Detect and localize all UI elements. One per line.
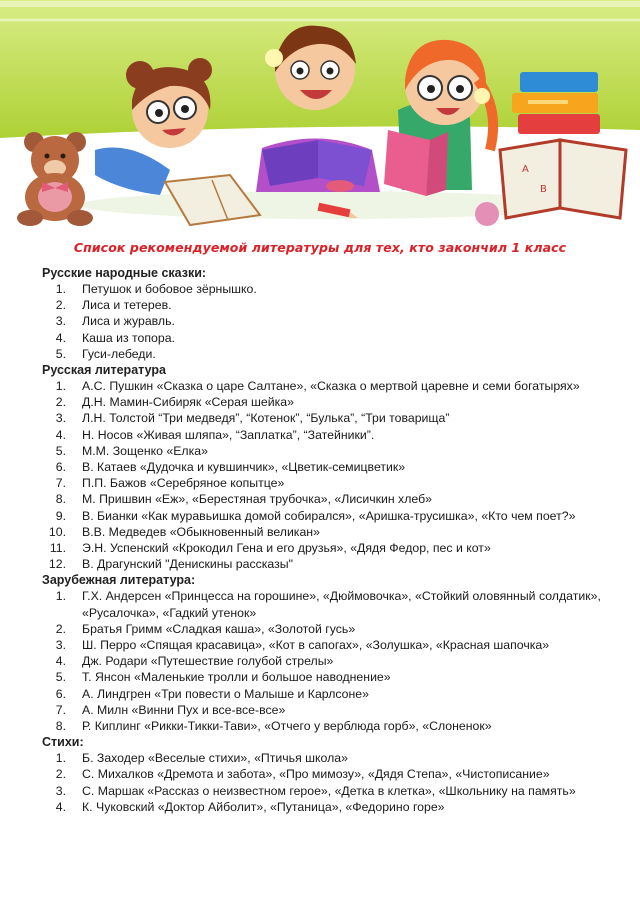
list-item-text: Лиса и тетерев.: [82, 298, 172, 313]
list-item: [42, 491, 602, 507]
list-item-text: В. Бианки «Как муравьишка домой собирался», «Аришка-трусишка», «Кто чем поет?»: [82, 508, 576, 523]
list-item-number: 1.: [55, 282, 66, 296]
list-item: [42, 540, 602, 556]
header-illustration: [0, 0, 640, 238]
list-item: [42, 524, 602, 540]
list-item: [42, 410, 602, 426]
list-item: [42, 313, 602, 329]
list-item-text: С. Михалков «Дремота и забота», «Про мимозу», «Дядя Степа», «Чистописание»: [82, 767, 550, 782]
list-item-number: 4.: [55, 654, 66, 669]
list-item: [42, 669, 602, 685]
list-item: [42, 588, 602, 620]
list-item: [42, 443, 602, 459]
list-item-text: С. Маршак «Рассказ о неизвестном герое», «Детка в клетка», «Школьнику на память»: [82, 783, 576, 798]
open-book-icon: [500, 140, 626, 218]
list-item-number: 4.: [55, 799, 66, 814]
list-item-number: 7.: [55, 702, 66, 717]
list-item-number: 2.: [55, 298, 66, 313]
list-item-number: 1.: [55, 379, 66, 394]
list-item-number: 1.: [55, 751, 66, 766]
list-item: [42, 475, 602, 491]
ball-icon: [475, 202, 499, 226]
list-item: [42, 281, 602, 297]
list-item-text: А. Милн «Винни Пух и все-все-все»: [82, 702, 286, 717]
list-item-text: Дж. Родари «Путешествие голубой стрелы»: [82, 654, 334, 669]
list-item-number: 3.: [55, 314, 66, 329]
list-item-number: 2.: [55, 767, 66, 782]
list-item: [42, 508, 602, 524]
list-item-text: Э.Н. Успенский «Крокодил Гена и его друзья», «Дядя Федор, пес и кот»: [82, 541, 491, 556]
list-item: [42, 297, 602, 313]
list-item-number: 5.: [55, 670, 66, 685]
list-item-number: 5.: [55, 443, 66, 458]
list-item: [42, 621, 602, 637]
list-item: [42, 378, 602, 394]
list-item: [42, 459, 602, 475]
list-item-text: Лиса и журавль.: [82, 314, 175, 329]
section-title: Русские народные сказки:: [42, 266, 207, 280]
list-item-text: Р. Киплинг «Рикки-Тикки-Тави», «Отчего у верблюда горб», «Слоненок»: [82, 719, 492, 734]
list-item-text: Д.Н. Мамин-Сибиряк «Серая шейка»: [82, 395, 294, 410]
list-item-number: 1.: [55, 589, 66, 604]
list-item-text: К. Чуковский «Доктор Айболит», «Путаница», «Федорино горе»: [82, 799, 445, 814]
section-list: [42, 378, 602, 572]
list-item-text: Л.Н. Толстой “Три медведя”, “Котенок”, “Булька”, “Три товарища”: [82, 411, 450, 426]
list-item: [42, 330, 602, 346]
list-item-number: 3.: [55, 638, 66, 653]
list-item-text: Н. Носов «Живая шляпа», “Заплатка”, “Затейники”.: [82, 427, 375, 442]
list-item: [42, 346, 602, 362]
book-letter-a: A: [522, 164, 529, 175]
list-item: [42, 718, 602, 734]
list-item: [42, 750, 602, 766]
list-item-number: 12.: [48, 557, 66, 572]
list-item-number: 4.: [55, 427, 66, 442]
list-item-number: 9.: [55, 508, 66, 523]
list-item: [42, 637, 602, 653]
section-list: [42, 750, 602, 815]
section-list: [42, 281, 602, 362]
list-item: [42, 766, 602, 782]
list-item-text: Братья Гримм «Сладкая каша», «Золотой гусь»: [82, 621, 356, 636]
list-item-number: 3.: [55, 411, 66, 426]
list-item-text: Петушок и бобовое зёрнышко.: [82, 282, 257, 296]
list-item-number: 7.: [55, 476, 66, 491]
list-item: [42, 556, 602, 572]
list-item-text: А. Линдгрен «Три повести о Малыше и Карлсоне»: [82, 686, 369, 701]
list-item-text: Каша из топора.: [82, 330, 175, 345]
section-list: [42, 588, 602, 734]
list-item-text: М.М. Зощенко «Елка»: [82, 443, 208, 458]
list-item-text: Б. Заходер «Веселые стихи», «Птичья школа»: [82, 751, 348, 766]
list-item-text: Гуси-лебеди.: [82, 346, 156, 361]
list-item: [42, 686, 602, 702]
page-title: Список рекомендуемой литературы для тех, кто закончил 1 класс: [73, 240, 567, 255]
list-item: [42, 783, 602, 799]
list-item-number: 5.: [55, 346, 66, 361]
list-item: [42, 799, 602, 815]
list-item-number: 8.: [55, 719, 66, 734]
list-item-number: 8.: [55, 492, 66, 507]
book-letter-b: B: [540, 184, 547, 195]
list-item-number: 4.: [55, 330, 66, 345]
list-item-text: А.С. Пушкин «Сказка о царе Салтане», «Сказка о мертвой царевне и семи богатырях»: [82, 379, 580, 394]
list-item-text: В. Драгунский "Денискины рассказы": [82, 557, 293, 572]
list-item-text: Т. Янсон «Маленькие тролли и большое наводнение»: [82, 670, 391, 685]
list-item-number: 11.: [49, 541, 66, 556]
list-item-number: 2.: [55, 395, 66, 410]
list-item: [42, 702, 602, 718]
list-item-text: П.П. Бажов «Серебряное копытце»: [82, 476, 285, 491]
reading-list: [42, 265, 602, 815]
list-item-text: Г.Х. Андерсен «Принцесса на горошине», «Дюймовочка», «Стойкий оловянный солдатик», «Русалочка», «Гадкий утенок»: [82, 589, 601, 620]
list-item-number: 6.: [55, 460, 66, 475]
list-item: [42, 394, 602, 410]
list-item-number: 2.: [55, 621, 66, 636]
list-item-number: 3.: [55, 783, 66, 798]
list-item: [42, 653, 602, 669]
list-item-text: В. Катаев «Дудочка и кувшинчик», «Цветик-семицветик»: [82, 460, 406, 475]
stacked-books-icon: [512, 72, 600, 134]
list-item: [42, 427, 602, 443]
section-title: Стихи:: [42, 735, 84, 750]
list-item-number: 10.: [48, 524, 66, 539]
list-item-text: В.В. Медведев «Обыкновенный великан»: [82, 524, 320, 539]
list-item-text: Ш. Перро «Спящая красавица», «Кот в сапогах», «Золушка», «Красная шапочка»: [82, 638, 550, 653]
section-title: Русская литература: [42, 363, 166, 378]
children-reading-books-illustration: [0, 0, 640, 238]
list-item-text: М. Пришвин «Еж», «Берестяная трубочка», «Лисичкин хлеб»: [82, 492, 432, 507]
section-title: Зарубежная литература:: [42, 573, 196, 588]
list-item-number: 6.: [55, 686, 66, 701]
